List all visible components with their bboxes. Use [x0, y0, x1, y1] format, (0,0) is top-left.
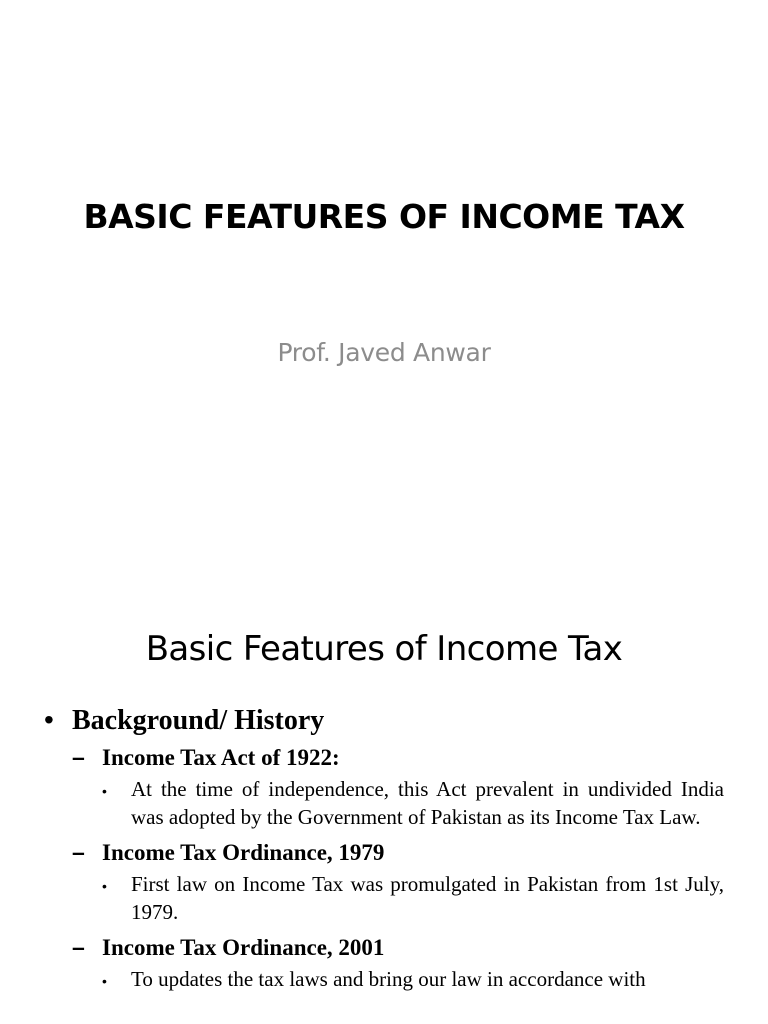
section-heading-label: Income Tax Ordinance, 1979: [102, 840, 385, 865]
section-text-1922: [102, 775, 724, 831]
section-heading-label: Income Tax Act of 1922:: [102, 745, 340, 770]
content-list: [44, 703, 724, 1001]
list-item-label: Background/ History: [72, 705, 325, 736]
section-text-label: At the time of independence, this Act prevalent in undivided India was adopted by the Government of Pakistan as its Income Tax Law.: [131, 777, 724, 829]
slide-title-heading: BASIC FEATURES OF INCOME TAX: [83, 197, 685, 236]
dash-icon: –: [72, 839, 85, 865]
section-heading-1922: [72, 742, 724, 773]
sub-bullet-icon: •: [102, 783, 107, 799]
section-text-2001: [102, 965, 724, 995]
section-heading-label: Income Tax Ordinance, 2001: [102, 935, 385, 960]
dash-icon: –: [72, 744, 85, 770]
sub-bullet-icon: •: [102, 878, 107, 894]
list-item-background: [44, 703, 724, 738]
section-text-1979: [102, 870, 724, 926]
slide-content: [0, 580, 768, 1024]
sub-bullet-icon: •: [102, 973, 107, 989]
slide-content-heading: Basic Features of Income Tax: [145, 629, 623, 669]
section-heading-2001: [72, 932, 724, 963]
section-heading-1979: [72, 837, 724, 868]
dash-icon: –: [72, 934, 85, 960]
section-text-label: To updates the tax laws and bring our law in accordance with: [131, 967, 646, 991]
slide-author: Prof. Javed Anwar: [277, 338, 491, 367]
section-text-label: First law on Income Tax was promulgated in Pakistan from 1st July, 1979.: [131, 872, 724, 924]
bullet-icon: •: [44, 704, 54, 735]
